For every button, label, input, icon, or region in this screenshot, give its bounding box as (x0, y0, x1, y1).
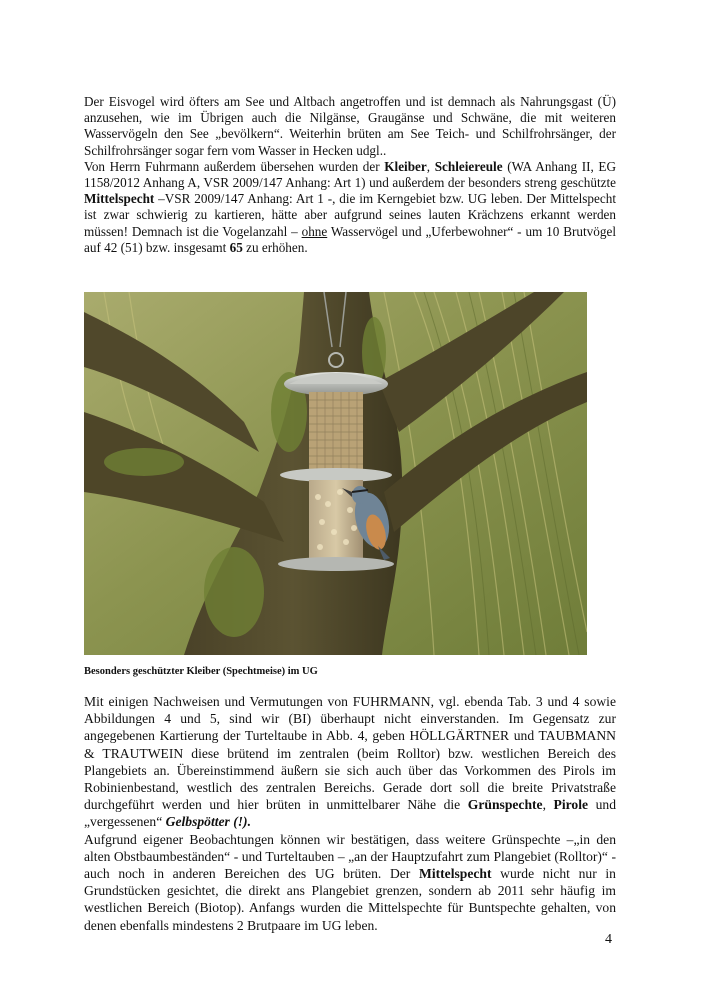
text-segment: wurde nicht nur in Grundstücken gesichtet, die direkt ans Plangebiet grenzen, sondern ab 2011 sehr häufig im westlichen Bereich (Biotop). Anfangs wurden die Mittelspechte für Buntspechte gehalten, von denen ebenfalls mindestens 2 Brutpaare im UG leben. (84, 866, 616, 933)
bold-term-mittelspecht: Mittelspecht (84, 191, 155, 207)
text-segment: Aufgrund eigener Beobachtungen können wir bestätigen, dass weitere Grünspechte –„in den alten Obstbaumbeständen“ - und Turteltauben – „an der Hauptzufahrt zum Plangebiet (Rolltor)“ - auch noch in anderen Bereichen des UG brüten. Der (84, 831, 616, 882)
text-segment: (WA Anhang II, EG 1158/2012 Anhang A, VSR 2009/147 Anhang: Art 1) und außerdem der besonders streng geschützte (84, 158, 616, 191)
text-segment: Der Eisvogel wird öfters am See und Altbach angetroffen und ist demnach als Nahrungsgast (Ü) anzusehen, wie im Übrigen auch die Nilgänse, Graugänse und Schwäne, die mit weiteren Wasservögeln den See „bevölkern“. Weiterhin brüten am See Teich- und Schilfrohrsänger, der Schilfrohrsänger sogar fern vom Wasser in Hecken udgl.. (84, 94, 616, 158)
photo-caption: Besonders geschützter Kleiber (Spechtmeise) im UG (84, 666, 318, 677)
bold-term-pirole: Pirole (553, 797, 589, 813)
body-paragraph-1 (84, 94, 616, 256)
underlined-term-ohne: ohne (301, 223, 328, 239)
bird-feeder-photo (84, 292, 587, 655)
body-paragraph-2 (84, 693, 616, 934)
bold-term-kleiber: Kleiber (384, 158, 427, 174)
text-segment: Von Herrn Fuhrmann außerdem übersehen wurden der (84, 158, 385, 174)
page-number: 4 (605, 932, 612, 947)
text-segment: Wasservögel und „Uferbewohner“ - um 10 Brutvögel auf 42 (51) bzw. insgesamt (84, 223, 616, 255)
text-segment: und „vergessenen“ (84, 797, 617, 830)
text-segment: Mit einigen Nachweisen und Vermutungen von FUHRMANN, vgl. ebenda Tab. 3 und 4 sowie Abbildungen 4 und 5, sind wir (BI) überhaupt nicht einverstanden. Im Gegensatz zur angegebenen Kartierung der Turteltaube in Abb. 4, geben HÖLLGÄRTNER und TAUBMANN & TRAUTWEIN diese brütend im zentralen (beim Rolltor) bzw. westlichen Bereich des Plangebiets an. Übereinstimmend äußern sie sich auch über das Vorkommen des Pirols im Robinienbestand, westlich des zentralen Bereichs. Gerade dort soll die breite Privatstraße durchgeführt werden und hier brüten in unmittelbarer Nähe die (84, 694, 616, 813)
text-segment: zu erhöhen. (242, 239, 308, 255)
text-segment: , (426, 158, 435, 174)
bold-italic-term-gelbspoetter: Gelbspötter (!). (165, 814, 251, 830)
text-segment: –VSR 2009/147 Anhang: Art 1 -, die im Kerngebiet bzw. UG leben. Der Mittelspecht ist zwar schwierig zu kartieren, hätte aber aufgrund seines lauten Krächzens erkannt werden müssen! Demnach ist die Vogelanzahl – (84, 191, 616, 239)
bold-term-mittelspecht: Mittelspecht (419, 866, 492, 882)
text-segment: , (542, 797, 554, 813)
bold-term-schleiereule: Schleiereule (434, 158, 503, 174)
bold-number-65: 65 (229, 239, 243, 255)
bold-term-gruenspechte: Grünspechte (467, 797, 543, 813)
